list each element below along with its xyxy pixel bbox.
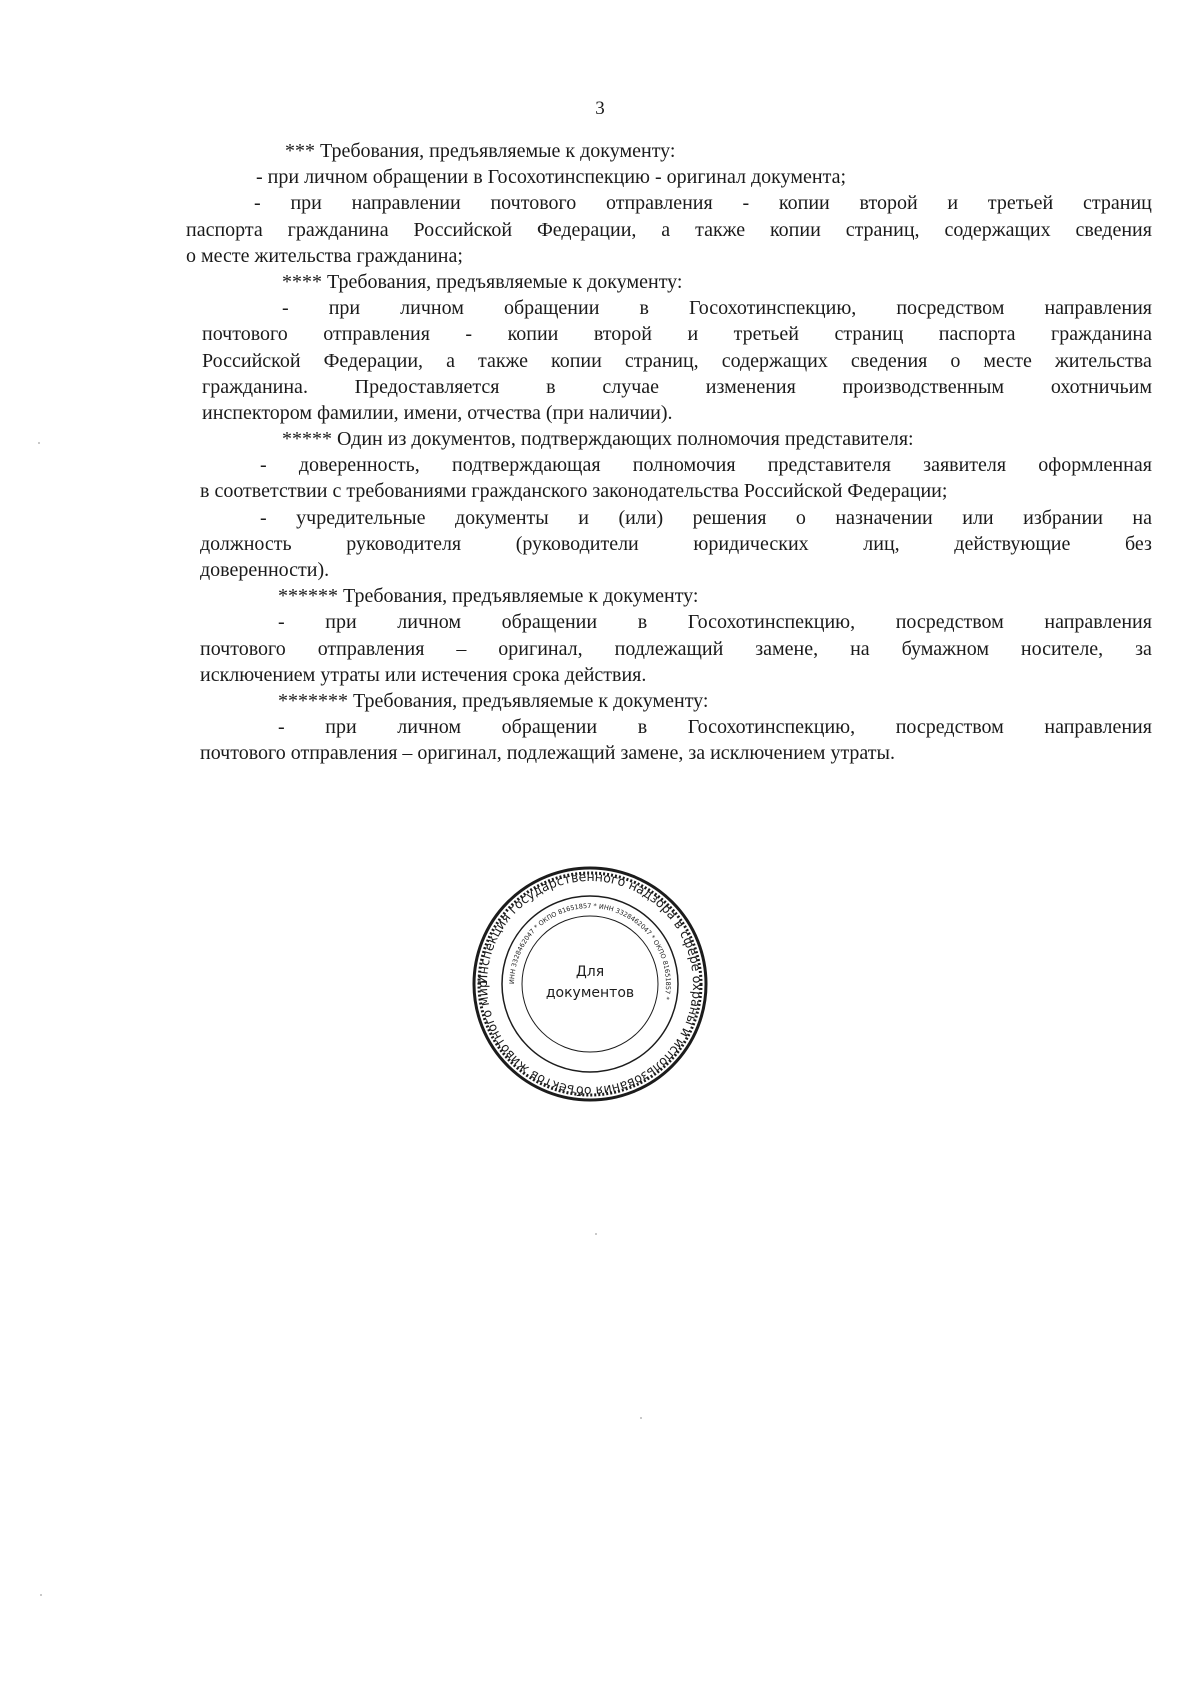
word: Федерации, <box>323 349 424 372</box>
text-line: доверенности). <box>200 559 330 581</box>
word: третьей <box>733 323 799 346</box>
text-line <box>202 321 1152 347</box>
word: страниц <box>834 323 904 346</box>
word: - <box>278 611 285 634</box>
text-line: - при личном обращении в Госохотинспекцию - оригинал документа; <box>256 166 846 189</box>
word: почтового <box>490 192 577 215</box>
word: почтового <box>200 637 286 660</box>
word: и <box>578 506 589 529</box>
page-number: 3 <box>595 98 605 119</box>
seal-center-line-2: документов <box>545 985 635 1001</box>
word: в <box>546 375 556 398</box>
word: - <box>260 506 267 529</box>
word: почтового <box>202 323 288 346</box>
word: Госохотинспекцию, <box>687 716 856 739</box>
word: копии <box>551 349 602 372</box>
word: содержащих <box>944 218 1051 241</box>
word: изменения <box>705 375 796 398</box>
word: посредством <box>896 297 1005 320</box>
word: обращении <box>501 716 598 739</box>
text-line <box>278 714 1152 740</box>
word: избрании <box>1023 506 1103 529</box>
word: а <box>661 218 671 241</box>
seal-graphic <box>472 866 708 1102</box>
word: содержащих <box>721 349 828 372</box>
word: отправления <box>323 323 430 346</box>
word: без <box>1124 532 1152 555</box>
text-line <box>200 531 1152 557</box>
text-line: *** Требования, предъявляемые к документу: <box>285 140 676 162</box>
seal-center-line-1: Для <box>575 964 605 980</box>
word: документы <box>454 506 549 529</box>
word: - <box>742 192 750 215</box>
text-line: ****** Требования, предъявляемые к документу: <box>278 585 699 608</box>
text-line: ******* Требования, предъявляемые к документу: <box>278 689 709 712</box>
word: Российской <box>202 349 301 372</box>
word: отправления <box>317 637 425 660</box>
word: жительства <box>1054 349 1152 372</box>
word: на <box>1132 506 1152 529</box>
word: за <box>1135 637 1152 660</box>
seal-ring-text: Инспекция государственного надзора в сфере охраны и использования объектов животного мир <box>474 868 706 1100</box>
word: Госохотинспекцию, <box>687 611 856 634</box>
word: оформленная <box>1038 454 1152 477</box>
word: – <box>456 637 467 660</box>
word: Федерации, <box>536 218 637 241</box>
word: гражданина <box>1051 323 1152 346</box>
text-line: в соответствии с требованиями гражданского законодательства Российской Федерации; <box>200 480 948 503</box>
word: охотничьим <box>1050 375 1152 398</box>
word: направления <box>1044 297 1152 320</box>
word: полномочия <box>632 454 736 477</box>
word: бумажном <box>901 637 989 660</box>
word: - <box>282 297 289 320</box>
word: Предоставляется <box>354 375 500 398</box>
text-line <box>202 374 1152 400</box>
word: личном <box>397 611 462 634</box>
word: сведения <box>1075 218 1152 241</box>
word: месте <box>983 349 1032 372</box>
word: при <box>290 192 322 215</box>
text-line: **** Требования, предъявляемые к документу: <box>282 270 683 293</box>
word: паспорта <box>186 218 263 241</box>
text-line <box>202 348 1152 374</box>
text-line <box>278 609 1152 635</box>
word: копии <box>769 218 821 241</box>
text-line <box>186 217 1152 243</box>
word: посредством <box>895 716 1004 739</box>
word: доверенность, <box>298 454 420 477</box>
word: посредством <box>895 611 1004 634</box>
text-line <box>260 505 1152 531</box>
word: представителя <box>767 454 891 477</box>
word: также <box>477 349 528 372</box>
word: заявителя <box>923 454 1007 477</box>
seal-inner-ring-text: ИНН 3328462047 * ОКПО 81651857 * ИНН 3328462047 * ОКПО 81651857 * <box>507 901 673 1001</box>
word: в <box>637 611 648 634</box>
text-line <box>200 636 1152 662</box>
word: второй <box>593 323 652 346</box>
word: при <box>325 611 357 634</box>
word: личном <box>400 297 464 320</box>
official-seal <box>472 866 708 1102</box>
word: учредительные <box>296 506 426 529</box>
text-line <box>282 295 1152 321</box>
word: при <box>328 297 361 320</box>
text-line <box>254 190 1152 216</box>
word: в <box>637 716 648 739</box>
word: (или) <box>618 506 664 529</box>
word: страниц, <box>624 349 699 372</box>
word: носителе, <box>1020 637 1104 660</box>
text-line <box>260 452 1152 478</box>
word: в <box>639 297 649 320</box>
word: (руководители <box>515 532 639 555</box>
word: или <box>962 506 994 529</box>
word: решения <box>692 506 767 529</box>
word: сведения <box>850 349 928 372</box>
word: подтверждающая <box>451 454 601 477</box>
text-line: ***** Один из документов, подтверждающих полномочия представителя: <box>282 428 914 451</box>
word: оригинал, <box>498 637 583 660</box>
word: третьей <box>987 192 1054 215</box>
word: должность <box>200 532 292 555</box>
word: второй <box>859 192 918 215</box>
word: о <box>950 349 961 372</box>
word: обращении <box>501 611 598 634</box>
word: и <box>687 323 699 346</box>
word: копии <box>778 192 830 215</box>
text-line: инспектором фамилии, имени, отчества (при наличии). <box>202 401 673 424</box>
word: при <box>325 716 357 739</box>
word: о <box>795 506 806 529</box>
scan-speck <box>38 442 40 444</box>
word: лиц, <box>863 532 900 555</box>
word: производственным <box>842 375 1005 398</box>
word: назначении <box>835 506 933 529</box>
scan-speck <box>640 1417 642 1419</box>
text-line: исключением утраты или истечения срока действия. <box>200 663 647 686</box>
word: и <box>947 192 959 215</box>
word: подлежащий <box>614 637 724 660</box>
word: страниц, <box>845 218 920 241</box>
word: направления <box>1044 611 1152 634</box>
word: направлении <box>351 192 461 215</box>
word: - <box>278 716 285 739</box>
word: Госохотинспекцию, <box>688 297 857 320</box>
word: действующие <box>954 532 1071 555</box>
word: паспорта <box>938 323 1016 346</box>
text-line: почтового отправления – оригинал, подлежащий замене, за исключением утраты. <box>200 742 895 765</box>
word: а <box>446 349 455 372</box>
word: юридических <box>693 532 809 555</box>
word: - <box>465 323 473 346</box>
word: - <box>260 454 267 477</box>
word: гражданина. <box>202 375 308 398</box>
document-body <box>186 138 1152 767</box>
scan-speck <box>595 1233 597 1235</box>
word: руководителя <box>346 532 462 555</box>
word: Российской <box>413 218 513 241</box>
word: на <box>850 637 870 660</box>
word: случае <box>602 375 660 398</box>
word: отправления <box>605 192 713 215</box>
word: замене, <box>755 637 819 660</box>
scan-speck <box>40 1594 42 1596</box>
word: гражданина <box>287 218 389 241</box>
word: направления <box>1044 716 1152 739</box>
word: личном <box>397 716 462 739</box>
word: - <box>254 192 261 215</box>
word: страниц <box>1083 192 1152 215</box>
text-line: о месте жительства гражданина; <box>186 244 463 267</box>
word: также <box>695 218 746 241</box>
word: копии <box>507 323 559 346</box>
word: обращении <box>503 297 600 320</box>
